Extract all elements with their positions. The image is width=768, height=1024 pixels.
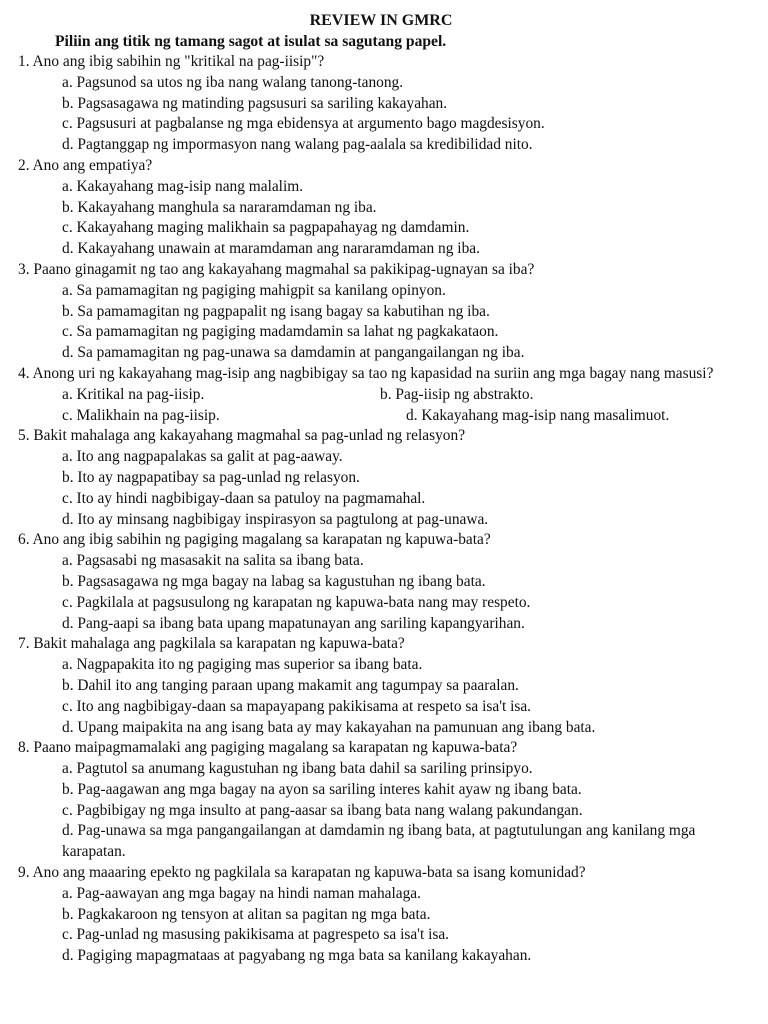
choice-d: d. Sa pamamagitan ng pag-unawa sa damdamin at pangangailangan ng iba. <box>62 344 525 362</box>
instruction-text: Piliin ang titik ng tamang sagot at isulat sa sagutang papel. <box>55 33 447 50</box>
question-text: 2. Ano ang empatiya? <box>18 156 153 174</box>
question-9 <box>18 863 758 967</box>
question-text: 5. Bakit mahalaga ang kakayahang magmahal sa pag-unlad ng relasyon? <box>18 427 466 445</box>
choice-c: c. Pagkilala at pagsusulong ng karapatan ng kapuwa-bata nang may respeto. <box>62 593 531 611</box>
question-text: 7. Bakit mahalaga ang pagkilala sa karapatan ng kapuwa-bata? <box>18 635 405 653</box>
choice-b: b. Dahil ito ang tanging paraan upang makamit ang tagumpay sa paaralan. <box>62 676 519 694</box>
choice-a: a. Pagsasabi ng masasakit na salita sa ibang bata. <box>62 552 364 570</box>
choice-b: b. Ito ay nagpapatibay sa pag-unlad ng relasyon. <box>62 468 360 486</box>
choice-c: c. Malikhain na pag-iisip. <box>62 406 220 424</box>
choice-b: b. Pag-aagawan ang mga bagay na ayon sa sariling interes kahit ayaw ng ibang bata. <box>62 780 582 798</box>
question-4 <box>18 364 758 426</box>
choice-d: d. Ito ay minsang nagbibigay inspirasyon sa pagtulong at pag-unawa. <box>62 510 489 528</box>
question-7 <box>18 634 758 738</box>
question-2 <box>18 156 758 260</box>
choice-d: d. Upang maipakita na ang isang bata ay may kakayahan na pamunuan ang ibang bata. <box>62 718 596 736</box>
choice-a: a. Sa pamamagitan ng pagiging mahigpit sa kanilang opinyon. <box>62 281 446 299</box>
choice-d: d. Pagiging mapagmataas at pagyabang ng mga bata sa kanilang kakayahan. <box>62 947 532 965</box>
choice-a: a. Kritikal na pag-iisip. <box>62 385 205 403</box>
choice-c: c. Sa pamamagitan ng pagiging madamdamin sa lahat ng pagkakataon. <box>62 323 499 341</box>
choice-d: d. Kakayahang unawain at maramdaman ang nararamdaman ng iba. <box>62 240 480 258</box>
question-text: 6. Ano ang ibig sabihin ng pagiging magalang sa karapatan ng kapuwa-bata? <box>18 531 491 549</box>
choice-c: c. Ito ay hindi nagbibigay-daan sa patuloy na pagmamahal. <box>62 489 426 507</box>
question-6 <box>18 530 758 634</box>
choice-c: c. Ito ang nagbibigay-daan sa mapayapang pakikisama at respeto sa isa't isa. <box>62 697 532 715</box>
question-3 <box>18 260 758 364</box>
choice-row-2 <box>18 406 758 427</box>
choice-c: c. Kakayahang maging malikhain sa pagpapahayag ng damdamin. <box>62 219 470 237</box>
choice-d: d. Kakayahang mag-isip nang masalimuot. <box>406 406 670 424</box>
question-1 <box>18 52 758 156</box>
choice-c: c. Pag-unlad ng masusing pakikisama at pagrespeto sa isa't isa. <box>62 926 450 944</box>
question-text: 9. Ano ang maaaring epekto ng pagkilala sa karapatan ng kapuwa-bata sa isang komunidad? <box>18 864 586 882</box>
page-title: REVIEW IN GMRC <box>309 12 453 29</box>
choice-b: b. Kakayahang manghula sa nararamdaman ng iba. <box>62 198 377 216</box>
choice-row-1 <box>18 385 758 406</box>
choice-b: b. Pag-iisip ng abstrakto. <box>380 385 534 403</box>
question-text: 3. Paano ginagamit ng tao ang kakayahang magmahal sa pakikipag-ugnayan sa iba? <box>18 260 535 278</box>
choice-c: c. Pagsusuri at pagbalanse ng mga ebidensya at argumento bago magdesisyon. <box>62 115 545 133</box>
choice-d: d. Pag-unawa sa mga pangangailangan at damdamin ng ibang bata, at pagtutulungan ang kanilang mga karapatan. <box>62 822 696 861</box>
choice-c: c. Pagbibigay ng mga insulto at pang-aasar sa ibang bata nang walang pakundangan. <box>62 801 583 819</box>
choice-a: a. Pagsunod sa utos ng iba nang walang tanong-tanong. <box>62 73 404 91</box>
choice-b: b. Pagsasagawa ng mga bagay na labag sa kagustuhan ng ibang bata. <box>62 572 486 590</box>
choice-a: a. Nagpapakita ito ng pagiging mas superior sa ibang bata. <box>62 656 423 674</box>
question-5 <box>18 426 758 530</box>
choice-a: a. Kakayahang mag-isip nang malalim. <box>62 177 304 195</box>
choice-b: b. Pagsasagawa ng matinding pagsusuri sa sariling kakayahan. <box>62 94 448 112</box>
choice-d: d. Pang-aapi sa ibang bata upang mapatunayan ang sariling kapangyarihan. <box>62 614 525 632</box>
choice-a: a. Pag-aawayan ang mga bagay na hindi naman mahalaga. <box>62 884 421 902</box>
choice-a: a. Ito ang nagpapalakas sa galit at pag-aaway. <box>62 448 343 466</box>
question-8 <box>18 738 758 863</box>
question-text: 4. Anong uri ng kakayahang mag-isip ang nagbibigay sa tao ng kapasidad na suriin ang mga bagay nang masusi? <box>18 364 714 382</box>
question-text: 1. Ano ang ibig sabihin ng "kritikal na pag-iisip"? <box>18 53 325 70</box>
question-text: 8. Paano maipagmamalaki ang pagiging magalang sa karapatan ng kapuwa-bata? <box>18 739 518 757</box>
choice-d: d. Pagtanggap ng impormasyon nang walang pag-aalala sa kredibilidad nito. <box>62 136 533 154</box>
choice-a: a. Pagtutol sa anumang kagustuhan ng ibang bata dahil sa sariling prinsipyo. <box>62 760 533 778</box>
choice-b: b. Pagkakaroon ng tensyon at alitan sa pagitan ng mga bata. <box>62 905 431 923</box>
choice-b: b. Sa pamamagitan ng pagpapalit ng isang bagay sa kabutihan ng iba. <box>62 302 490 320</box>
